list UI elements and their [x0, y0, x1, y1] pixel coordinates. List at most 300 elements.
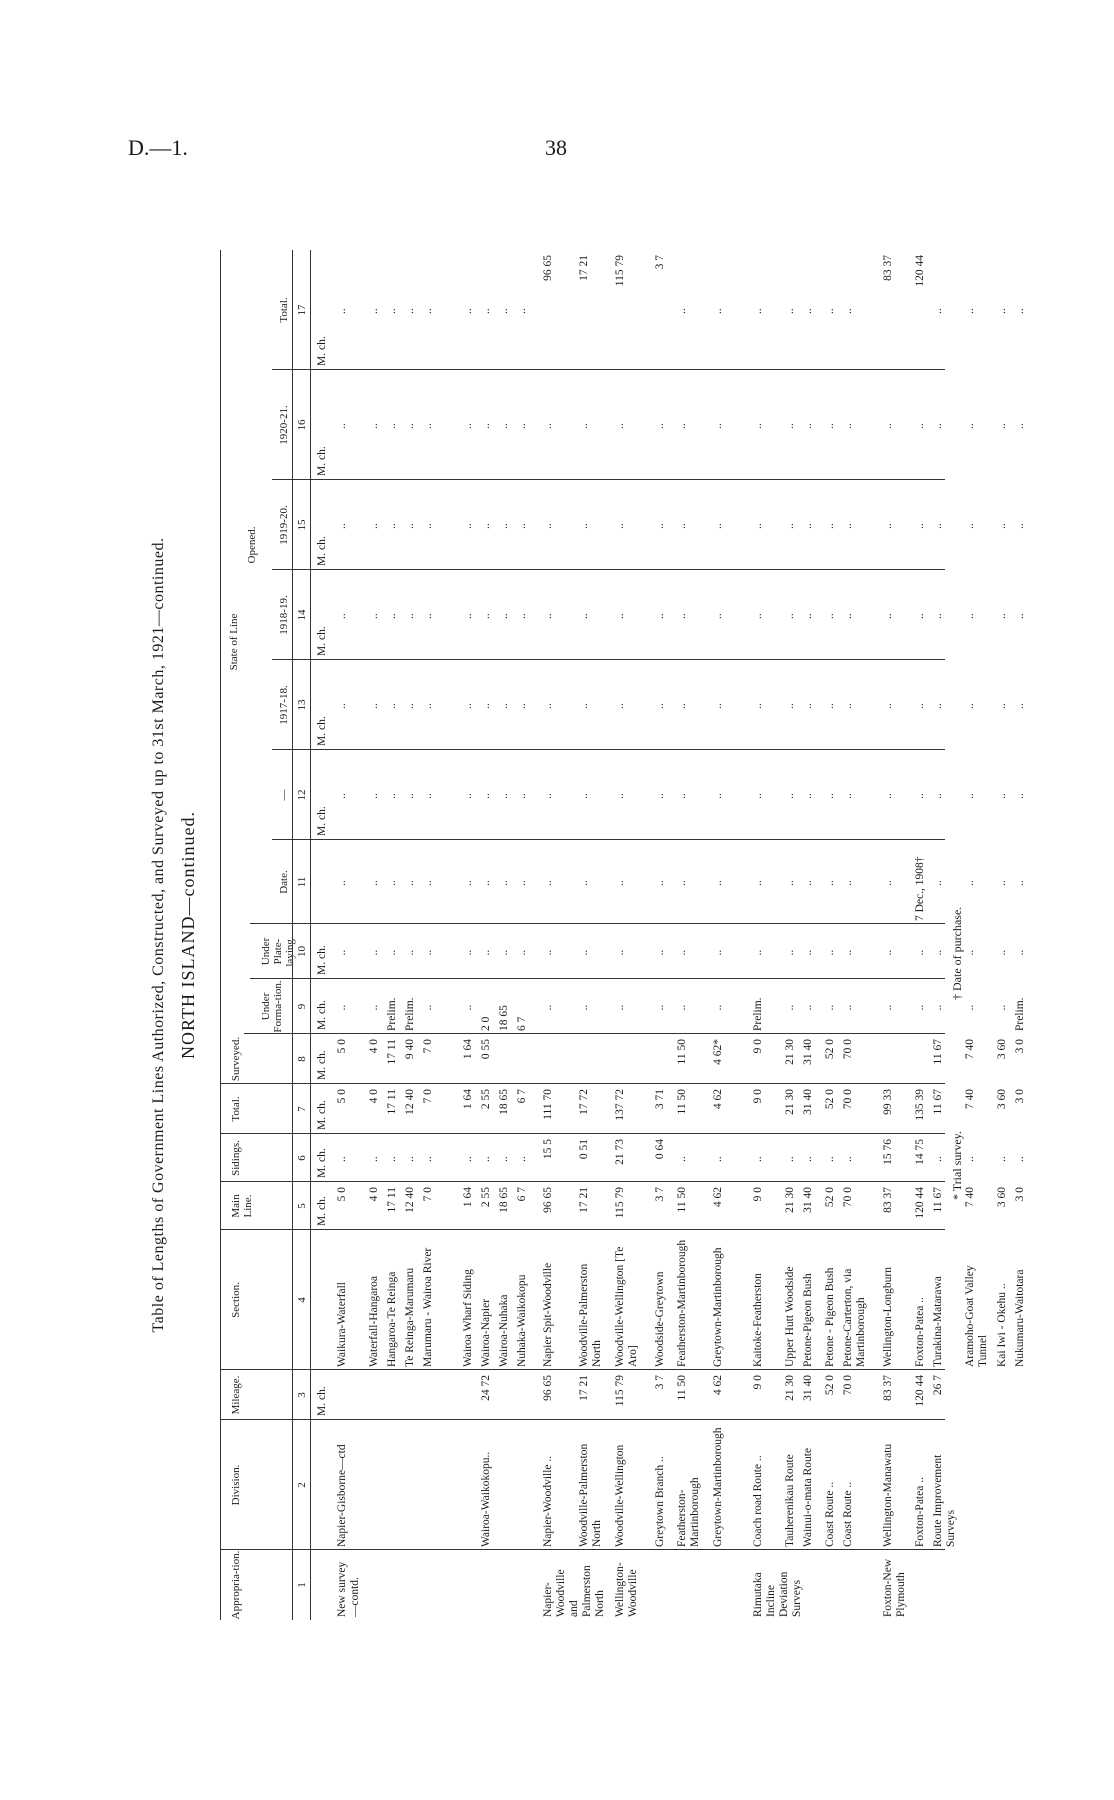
table-cell-main: 52 0: [824, 1187, 836, 1208]
table-cell-empty: ..: [802, 1004, 814, 1011]
table-cell-empty: ..: [784, 949, 796, 956]
table-cell-empty: ..: [932, 523, 944, 529]
table-cell-empty: ..: [802, 423, 814, 429]
column-rule: [250, 978, 945, 979]
table-subtitle: NORTH ISLAND—continued.: [178, 811, 198, 1059]
table-cell-sec: Wellington-Longburn: [882, 1266, 894, 1367]
table-cell-empty: ..: [654, 949, 666, 956]
table-cell-empty: ..: [498, 613, 510, 619]
header-1917-18: 1917-18.: [278, 685, 290, 725]
table-cell-empty: ..: [654, 793, 666, 799]
table-cell-sur: 11 67: [932, 1039, 944, 1065]
table-cell-empty: ..: [516, 949, 528, 956]
header-opened: Opened.: [246, 526, 258, 564]
table-cell-empty: ..: [676, 423, 688, 429]
table-cell-empty: ..: [914, 949, 926, 956]
table-cell-empty: ..: [676, 1004, 688, 1011]
table-cell-mil: 115 79: [614, 1375, 626, 1407]
column-number: 9: [296, 1003, 308, 1010]
table-cell-empty: ..: [542, 793, 554, 799]
table-cell-div: Foxton-Patea ..: [914, 1477, 926, 1547]
table-cell-empty: ..: [712, 880, 724, 886]
table-cell-empty: ..: [752, 703, 764, 709]
footnote-date-of-purchase: † Date of purchase.: [950, 906, 964, 1000]
table-cell-empty: ..: [480, 423, 492, 429]
table-cell-empty: ..: [676, 703, 688, 709]
table-cell-empty: ..: [480, 308, 492, 314]
table-cell-empty: ..: [752, 613, 764, 619]
table-cell-mil: 31 40: [802, 1375, 814, 1401]
table-cell-empty: ..: [1014, 793, 1026, 799]
table-cell-main: 17 21: [578, 1187, 590, 1213]
table-cell-empty: ..: [802, 949, 814, 956]
table-cell-empty: ..: [498, 793, 510, 799]
table-cell-empty: ..: [498, 880, 510, 886]
table-cell-empty: ..: [404, 793, 416, 799]
table-cell-empty: ..: [1014, 523, 1026, 529]
table-cell-empty: ..: [914, 703, 926, 709]
table-cell-empty: ..: [614, 949, 626, 956]
table-cell-empty: ..: [882, 949, 894, 956]
table-cell-empty: ..: [712, 523, 724, 529]
table-cell-main: 18 65: [498, 1187, 510, 1213]
table-cell-empty: ..: [964, 880, 976, 886]
header-surveyed: Surveyed.: [230, 1036, 242, 1082]
table-cell-empty: ..: [784, 523, 796, 529]
column-rule: [272, 839, 945, 840]
table-cell-empty: ..: [1014, 880, 1026, 886]
column-number: 10: [296, 946, 308, 957]
table-cell-empty: ..: [368, 613, 380, 619]
column-rule: [220, 1229, 945, 1230]
table-cell-empty: ..: [368, 1004, 380, 1011]
column-number: 12: [296, 789, 308, 801]
unit-label: M. ch.: [316, 336, 328, 366]
table-cell-empty: ..: [752, 423, 764, 429]
table-cell-empty: ..: [842, 793, 854, 799]
table-cell-appr: Wellington-Woodville: [614, 1562, 639, 1617]
table-cell-empty: ..: [462, 1004, 474, 1011]
table-cell-sec: Featherston-Martinborough: [676, 1239, 688, 1367]
table-cell-empty: ..: [802, 703, 814, 709]
table-cell-empty: ..: [784, 613, 796, 619]
table-cell-sur: 7 40: [964, 1039, 976, 1060]
table-cell-empty: ..: [842, 613, 854, 619]
table-cell-empty: ..: [996, 880, 1008, 886]
unit-label: M. ch.: [316, 1148, 328, 1178]
rotated-table-block: [150, 250, 1026, 1620]
table-cell-empty: ..: [386, 793, 398, 799]
table-cell-tot: 3 71: [654, 1089, 666, 1110]
table-cell-main: 21 30: [784, 1187, 796, 1213]
table-cell-empty: ..: [336, 1004, 348, 1011]
table-cell-empty: ..: [676, 949, 688, 956]
header-mileage: Mileage.: [230, 1375, 242, 1415]
column-number: 15: [296, 519, 308, 531]
table-cell-mil: 3 7: [654, 1375, 666, 1390]
table-cell-div: Greytown Branch ..: [654, 1456, 666, 1547]
table-cell-form: Prelim.: [386, 997, 398, 1031]
table-cell-empty: ..: [996, 613, 1008, 619]
table-cell-empty: ..: [386, 703, 398, 709]
column-number: 13: [296, 699, 308, 711]
table-cell-empty: ..: [368, 880, 380, 886]
table-cell-empty: ..: [422, 949, 434, 956]
page-number: 38: [545, 135, 567, 160]
table-cell-empty: ..: [368, 703, 380, 709]
table-cell-empty: ..: [914, 523, 926, 529]
table-cell-sec: Wairoa-Nuhaka: [498, 1294, 510, 1367]
table-cell-opened: 17 21: [578, 255, 590, 281]
table-cell-sur: 17 11: [386, 1039, 398, 1065]
table-cell-tot: 11 50: [676, 1089, 688, 1115]
table-cell-empty: ..: [914, 613, 926, 619]
column-number: 2: [296, 1482, 308, 1488]
table-cell-empty: ..: [542, 1004, 554, 1011]
table-cell-empty: ..: [882, 793, 894, 799]
header-under-platelaying: Under Plate-laying.: [260, 936, 296, 967]
column-rule: [272, 569, 945, 570]
table-cell-empty: ..: [932, 613, 944, 619]
table-cell-sur: 70 0: [842, 1039, 854, 1060]
table-cell-empty: ..: [964, 523, 976, 529]
table-cell-empty: ..: [964, 1156, 976, 1162]
table-cell-empty: ..: [480, 1156, 492, 1162]
table-cell-empty: ..: [480, 703, 492, 709]
table-cell-empty: ..: [542, 613, 554, 619]
table-cell-sec: Wairoa Wharf Siding: [462, 1269, 474, 1367]
table-cell-empty: ..: [964, 949, 976, 956]
table-cell-empty: ..: [824, 880, 836, 886]
table-cell-empty: ..: [368, 423, 380, 429]
table-cell-sec: Woodville-Palmerston North: [578, 1263, 603, 1367]
table-cell-empty: ..: [462, 523, 474, 529]
table-cell-empty: ..: [404, 949, 416, 956]
table-cell-empty: ..: [422, 1004, 434, 1011]
column-number: 6: [296, 1155, 308, 1161]
table-cell-empty: ..: [498, 1156, 510, 1162]
table-cell-empty: ..: [462, 880, 474, 886]
table-cell-empty: ..: [336, 880, 348, 886]
table-cell-empty: ..: [422, 523, 434, 529]
table-cell-tot: 4 0: [368, 1089, 380, 1104]
table-cell-empty: ..: [784, 880, 796, 886]
table-cell-empty: ..: [578, 880, 590, 886]
table-cell-mil: 96 65: [542, 1375, 554, 1401]
table-cell-div: Coach road Route ..: [752, 1455, 764, 1547]
table-cell-form: 18 65: [498, 1005, 510, 1031]
table-cell-appr: Napier-Woodville and Palmerston North: [542, 1565, 606, 1617]
table-cell-empty: ..: [932, 1156, 944, 1162]
header-total: Total.: [230, 1096, 242, 1122]
table-cell-empty: ..: [368, 793, 380, 799]
table-cell-empty: ..: [422, 423, 434, 429]
table-cell-main: 115 79: [614, 1187, 626, 1219]
header-opened-total: Total.: [278, 297, 290, 323]
table-cell-empty: ..: [336, 523, 348, 529]
table-cell-sur: 11 50: [676, 1039, 688, 1065]
table-cell-sur: 4 0: [368, 1039, 380, 1054]
table-cell-opened: 120 44: [914, 255, 926, 287]
table-cell-empty: ..: [422, 1156, 434, 1162]
column-number: 4: [296, 1297, 308, 1303]
table-cell-empty: ..: [996, 793, 1008, 799]
table-cell-sec: Wairoa-Napier: [480, 1298, 492, 1367]
table-cell-empty: ..: [996, 523, 1008, 529]
table-cell-sec: Petone - Pigeon Bush: [824, 1267, 836, 1367]
table-cell-empty: ..: [882, 703, 894, 709]
table-cell-empty: ..: [542, 523, 554, 529]
column-number: 8: [296, 1056, 308, 1062]
table-cell-empty: ..: [842, 1004, 854, 1011]
table-cell-empty: ..: [578, 703, 590, 709]
table-cell-empty: ..: [498, 308, 510, 314]
column-rule: [220, 1133, 945, 1134]
unit-label: M. ch.: [316, 806, 328, 836]
table-cell-empty: ..: [1014, 949, 1026, 956]
table-cell-empty: ..: [932, 949, 944, 956]
table-cell-empty: ..: [498, 949, 510, 956]
header-rule: [220, 250, 221, 1620]
header-1918-19: 1918-19.: [278, 595, 290, 635]
table-cell-form: Prelim.: [1014, 997, 1026, 1031]
table-cell-main: 7 0: [422, 1187, 434, 1202]
table-cell-tot: 99 33: [882, 1089, 894, 1115]
table-cell-empty: ..: [824, 1004, 836, 1011]
table-cell-empty: ..: [614, 523, 626, 529]
table-cell-tot: 135 39: [914, 1089, 926, 1121]
table-cell-tot: 1 64: [462, 1089, 474, 1110]
table-cell-sec: Woodville-Wellington [Te Aro]: [614, 1246, 639, 1367]
table-cell-empty: ..: [996, 423, 1008, 429]
header-date: Date.: [278, 870, 290, 894]
table-cell-empty: ..: [842, 880, 854, 886]
table-cell-empty: ..: [578, 1004, 590, 1011]
table-cell-mil: 120 44: [914, 1375, 926, 1407]
table-cell-empty: ..: [386, 523, 398, 529]
table-cell-tot: 2 55: [480, 1089, 492, 1110]
unit-label: M. ch.: [316, 945, 328, 975]
table-cell-empty: ..: [516, 703, 528, 709]
table-cell-empty: ..: [404, 880, 416, 886]
table-cell-empty: ..: [676, 308, 688, 314]
table-cell-empty: ..: [368, 523, 380, 529]
table-cell-div: Wairoa-Waikokopu..: [480, 1451, 492, 1547]
table-cell-empty: ..: [914, 423, 926, 429]
table-cell-tot: 137 72: [614, 1089, 626, 1121]
table-cell-empty: ..: [336, 949, 348, 956]
table-cell-empty: ..: [676, 880, 688, 886]
table-cell-empty: ..: [614, 1004, 626, 1011]
table-cell-div: Napier-Woodville ..: [542, 1455, 554, 1547]
table-cell-appr: Foxton-New Plymouth: [882, 1558, 907, 1617]
table-cell-empty: ..: [842, 523, 854, 529]
column-rule: [220, 1369, 945, 1370]
table-cell-empty: ..: [1014, 423, 1026, 429]
table-cell-empty: ..: [932, 880, 944, 886]
header-1920-21: 1920-21.: [278, 405, 290, 445]
table-cell-empty: ..: [462, 308, 474, 314]
table-cell-empty: ..: [964, 1004, 976, 1011]
table-cell-tot: 18 65: [498, 1089, 510, 1115]
table-cell-empty: ..: [654, 423, 666, 429]
table-cell-div: Wellington-Manawatu: [882, 1443, 894, 1547]
table-cell-empty: ..: [882, 880, 894, 886]
table-cell-empty: ..: [996, 1004, 1008, 1011]
table-cell-sec: Hangaroa-Te Reinga: [386, 1271, 398, 1367]
table-cell-empty: ..: [784, 308, 796, 314]
table-cell-empty: ..: [752, 523, 764, 529]
unit-label: M. ch.: [316, 1050, 328, 1080]
table-cell-sec: Te Reinga-Marumaru: [404, 1267, 416, 1367]
table-cell-tot: 6 7: [516, 1089, 528, 1104]
table-cell-mil: 83 37: [882, 1375, 894, 1401]
table-cell-empty: ..: [932, 1004, 944, 1011]
table-cell-sid: 0 64: [654, 1139, 666, 1160]
table-cell-empty: ..: [824, 613, 836, 619]
header-rule: [292, 250, 293, 1620]
table-cell-empty: ..: [368, 308, 380, 314]
table-cell-empty: ..: [516, 423, 528, 429]
table-cell-empty: ..: [336, 308, 348, 314]
footnote-trial-survey: * Trial survey.: [950, 1131, 964, 1200]
table-cell-empty: ..: [932, 308, 944, 314]
column-number: 14: [296, 609, 308, 621]
table-cell-empty: ..: [824, 793, 836, 799]
table-cell-main: 12 40: [404, 1187, 416, 1213]
table-cell-empty: ..: [654, 613, 666, 619]
table-cell-div: Coast Route ..: [842, 1481, 854, 1547]
table-cell-empty: ..: [480, 880, 492, 886]
table-cell-div: Woodville-Wellington: [614, 1444, 626, 1547]
column-rule: [272, 659, 945, 660]
table-cell-empty: ..: [498, 703, 510, 709]
table-title: Table of Lengths of Government Lines Authorized, Constructed, and Surveyed up to 31st March, 1921—continued.: [150, 537, 167, 1333]
page-identifier: D.—1.: [128, 135, 188, 160]
table-cell-empty: ..: [914, 1004, 926, 1011]
table-cell-sur: 4 62*: [712, 1039, 724, 1065]
column-rule: [272, 749, 945, 750]
table-cell-empty: ..: [932, 793, 944, 799]
table-cell-sid: 15 76: [882, 1139, 894, 1165]
table-cell-empty: ..: [480, 949, 492, 956]
table-cell-form: Prelim.: [752, 997, 764, 1031]
table-cell-sec: Turakina-Matarawa: [932, 1276, 944, 1367]
table-cell-sur: 1 64: [462, 1039, 474, 1060]
table-cell-empty: ..: [368, 1156, 380, 1162]
table-cell-tot: 70 0: [842, 1089, 854, 1110]
table-cell-div: Coast Route ..: [824, 1481, 836, 1547]
table-cell-empty: ..: [882, 423, 894, 429]
table-cell-empty: ..: [422, 703, 434, 709]
table-cell-empty: ..: [614, 880, 626, 886]
table-cell-empty: ..: [578, 613, 590, 619]
table-cell-main: 17 11: [386, 1187, 398, 1213]
table-cell-empty: ..: [462, 703, 474, 709]
table-cell-empty: ..: [578, 793, 590, 799]
unit-label: M. ch.: [316, 536, 328, 566]
table-cell-main: 11 50: [676, 1187, 688, 1213]
table-cell-main: 9 0: [752, 1187, 764, 1202]
table-cell-empty: ..: [404, 613, 416, 619]
header-main-line: Main Line.: [230, 1194, 254, 1218]
column-number: 7: [296, 1106, 308, 1112]
table-cell-appr: New survey —contd.: [336, 1561, 361, 1617]
table-cell-mil: 9 0: [752, 1375, 764, 1390]
table-cell-empty: ..: [578, 423, 590, 429]
table-cell-main: 4 62: [712, 1187, 724, 1208]
table-cell-tot: 111 70: [542, 1089, 554, 1120]
table-cell-empty: ..: [386, 1156, 398, 1162]
table-cell-empty: ..: [542, 703, 554, 709]
table-cell-empty: ..: [516, 613, 528, 619]
column-rule: [272, 369, 945, 370]
table-cell-tot: 17 72: [578, 1089, 590, 1115]
table-cell-empty: ..: [516, 1156, 528, 1162]
table-cell-empty: ..: [404, 308, 416, 314]
table-cell-empty: ..: [462, 949, 474, 956]
table-cell-mil: 4 62: [712, 1375, 724, 1396]
table-cell-empty: ..: [996, 703, 1008, 709]
table-cell-sur: 3 0: [1014, 1039, 1026, 1054]
table-cell-sec: Kaitoke-Featherston: [752, 1273, 764, 1367]
table-cell-mil: 11 50: [676, 1375, 688, 1401]
table-cell-empty: ..: [842, 949, 854, 956]
column-number: 3: [296, 1392, 308, 1398]
table-cell-empty: ..: [752, 308, 764, 314]
table-cell-empty: ..: [368, 949, 380, 956]
table-cell-sec: Waikura-Waterfall: [336, 1282, 348, 1367]
table-cell-empty: ..: [784, 703, 796, 709]
table-cell-empty: ..: [712, 1156, 724, 1162]
table-cell-empty: ..: [336, 613, 348, 619]
table-cell-empty: ..: [824, 703, 836, 709]
table-cell-main: 3 0: [1014, 1187, 1026, 1202]
table-cell-empty: ..: [996, 949, 1008, 956]
table-cell-empty: ..: [404, 703, 416, 709]
table-cell-tot: 4 62: [712, 1089, 724, 1110]
table-cell-empty: ..: [752, 793, 764, 799]
table-cell-empty: ..: [386, 308, 398, 314]
column-rule: [244, 1033, 945, 1034]
table-cell-empty: ..: [712, 423, 724, 429]
table-cell-sur: 5 0: [336, 1039, 348, 1054]
table-cell-empty: ..: [654, 703, 666, 709]
table-cell-empty: ..: [752, 949, 764, 956]
table-cell-main: 70 0: [842, 1187, 854, 1208]
table-cell-sur: 7 0: [422, 1039, 434, 1054]
table-cell-main: 11 67: [932, 1187, 944, 1213]
column-rule: [250, 923, 945, 924]
table-cell-date: 7 Dec., 1908†: [914, 856, 926, 921]
table-cell-empty: ..: [842, 308, 854, 314]
table-cell-empty: ..: [712, 949, 724, 956]
table-cell-sec: Upper Hutt Woodside: [784, 1266, 796, 1367]
unit-label: M. ch.: [316, 446, 328, 476]
table-cell-empty: ..: [882, 523, 894, 529]
table-cell-empty: ..: [676, 613, 688, 619]
table-cell-empty: ..: [578, 949, 590, 956]
table-cell-mil: 21 30: [784, 1375, 796, 1401]
table-cell-sec: Kai Iwi - Okehu ..: [996, 1283, 1008, 1367]
table-cell-div: Wainui-o-mata Route: [802, 1447, 814, 1547]
table-cell-empty: ..: [614, 423, 626, 429]
table-cell-tot: 3 60: [996, 1089, 1008, 1110]
header-division: Division.: [230, 1464, 242, 1506]
column-rule: [272, 479, 945, 480]
table-cell-empty: ..: [784, 423, 796, 429]
table-cell-empty: ..: [516, 880, 528, 886]
